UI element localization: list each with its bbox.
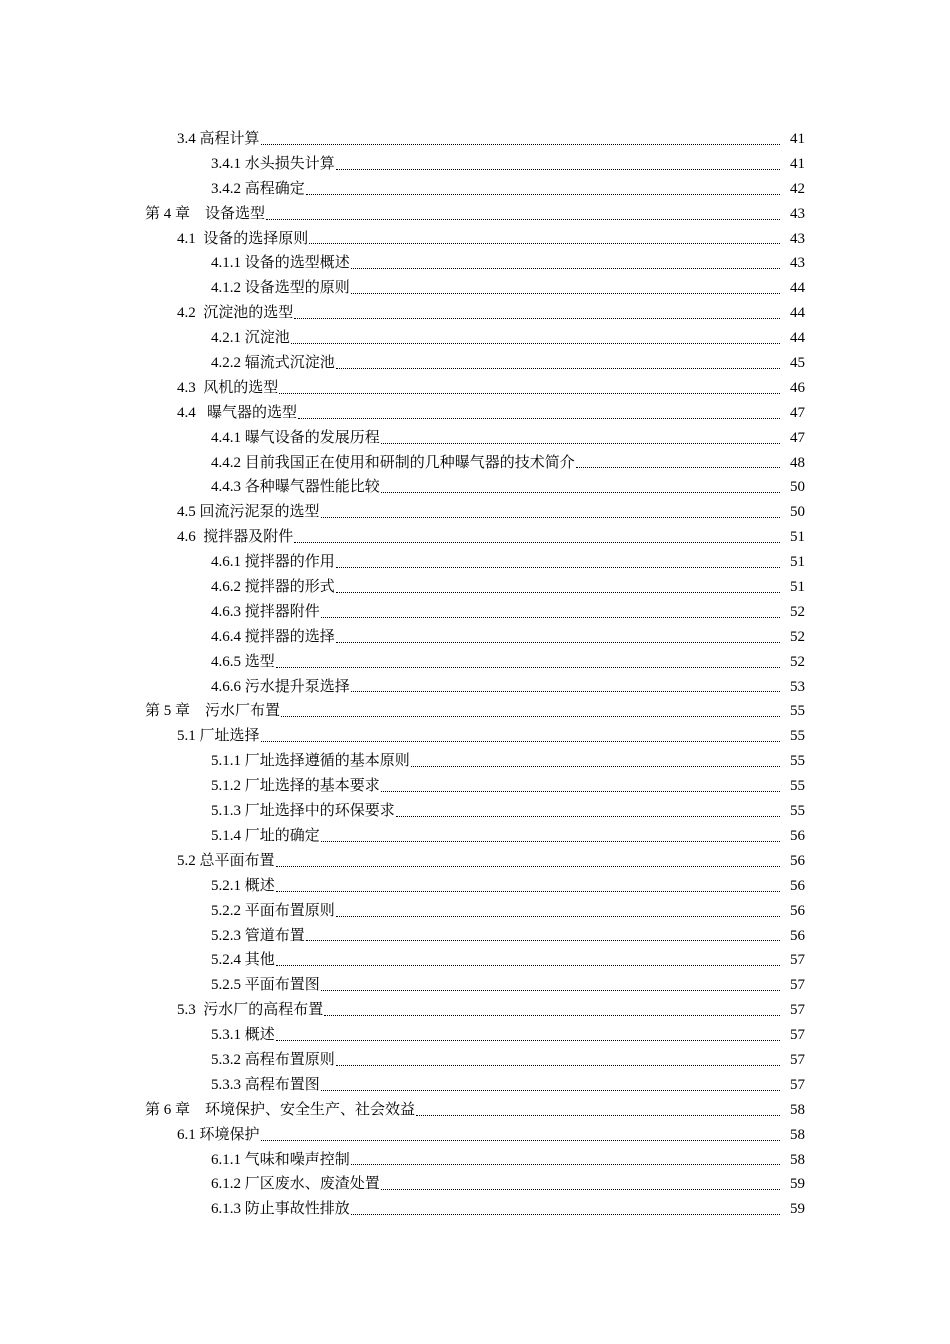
toc-entry[interactable] xyxy=(0,799,950,824)
toc-entry-title: 4.3 风机的选型 xyxy=(177,379,279,396)
dot-leader xyxy=(381,442,780,444)
toc-entry-title: 4.4.2 目前我国正在使用和研制的几种曝气器的技术简介 xyxy=(211,454,575,471)
toc-entry-page-number: 58 xyxy=(790,1151,805,1168)
toc-entry-title: 4.2.1 沉淀池 xyxy=(211,330,290,347)
dot-leader xyxy=(321,516,780,518)
dot-leader xyxy=(381,491,780,493)
toc-entry-page-number: 58 xyxy=(790,1101,805,1118)
toc-entry[interactable] xyxy=(0,1197,950,1222)
toc-entry[interactable] xyxy=(0,1098,950,1123)
toc-entry[interactable] xyxy=(0,874,950,899)
toc-entry[interactable] xyxy=(0,998,950,1023)
dot-leader xyxy=(276,666,780,668)
dot-leader xyxy=(266,218,780,220)
toc-entry-page-number: 51 xyxy=(790,529,805,546)
toc-entry-page-number: 50 xyxy=(790,479,805,496)
toc-entry-page-number: 46 xyxy=(790,379,805,396)
dot-leader xyxy=(411,765,780,767)
toc-entry-page-number: 44 xyxy=(790,305,805,322)
toc-entry-page-number: 43 xyxy=(790,255,805,272)
toc-entry-title: 4.1.2 设备选型的原则 xyxy=(211,280,350,297)
toc-entry-title: 4.6.2 搅拌器的形式 xyxy=(211,579,335,596)
toc-entry[interactable] xyxy=(0,1048,950,1073)
dot-leader xyxy=(281,715,780,717)
toc-entry-title: 5.3.1 概述 xyxy=(211,1027,275,1044)
toc-entry[interactable] xyxy=(0,1123,950,1148)
toc-entry-title: 5.1.4 厂址的确定 xyxy=(211,827,320,844)
toc-entry[interactable] xyxy=(0,1172,950,1197)
dot-leader xyxy=(381,1188,780,1190)
toc-entry-page-number: 51 xyxy=(790,579,805,596)
toc-entry-title: 4.1.1 设备的选型概述 xyxy=(211,255,350,272)
toc-entry[interactable] xyxy=(0,500,950,525)
dot-leader xyxy=(306,193,780,195)
dot-leader xyxy=(321,840,780,842)
toc-entry-page-number: 59 xyxy=(790,1201,805,1218)
toc-entry[interactable] xyxy=(0,525,950,550)
toc-entry-page-number: 44 xyxy=(790,280,805,297)
toc-entry-title: 5.1.3 厂址选择中的环保要求 xyxy=(211,803,395,820)
toc-entry[interactable] xyxy=(0,924,950,949)
dot-leader xyxy=(336,168,780,170)
toc-entry-title: 3.4 高程计算 xyxy=(177,131,260,147)
toc-entry[interactable] xyxy=(0,724,950,749)
toc-entry-title: 5.1 厂址选择 xyxy=(177,728,260,745)
toc-entry-title: 6.1.2 厂区废水、废渣处置 xyxy=(211,1176,380,1193)
dot-leader xyxy=(336,367,780,369)
table-of-contents xyxy=(0,127,950,1222)
toc-entry-title: 4.5 回流污泥泵的选型 xyxy=(177,504,320,521)
toc-entry-title: 4.6.3 搅拌器附件 xyxy=(211,603,320,620)
toc-entry-page-number: 47 xyxy=(790,429,805,446)
dot-leader xyxy=(351,267,780,269)
toc-entry[interactable] xyxy=(0,326,950,351)
toc-entry-page-number: 41 xyxy=(790,131,805,147)
toc-entry[interactable] xyxy=(0,774,950,799)
dot-leader xyxy=(291,342,780,344)
dot-leader xyxy=(276,1039,780,1041)
toc-entry[interactable] xyxy=(0,1023,950,1048)
toc-entry-page-number: 43 xyxy=(790,205,805,222)
dot-leader xyxy=(321,1089,780,1091)
toc-entry-title: 5.3.3 高程布置图 xyxy=(211,1076,320,1093)
toc-entry[interactable] xyxy=(0,475,950,500)
toc-entry-page-number: 55 xyxy=(790,728,805,745)
toc-entry[interactable] xyxy=(0,849,950,874)
dot-leader xyxy=(261,740,780,742)
toc-entry[interactable] xyxy=(0,251,950,276)
dot-leader xyxy=(261,1139,780,1141)
toc-entry[interactable] xyxy=(0,202,950,227)
toc-entry[interactable] xyxy=(0,376,950,401)
toc-entry-page-number: 52 xyxy=(790,603,805,620)
toc-entry-title: 5.2.3 管道布置 xyxy=(211,927,305,944)
toc-entry-page-number: 56 xyxy=(790,902,805,919)
dot-leader xyxy=(306,939,780,941)
dot-leader xyxy=(279,392,780,394)
dot-leader xyxy=(351,292,780,294)
toc-entry-page-number: 59 xyxy=(790,1176,805,1193)
toc-entry[interactable] xyxy=(0,301,950,326)
toc-entry-page-number: 51 xyxy=(790,554,805,571)
toc-entry-page-number: 44 xyxy=(790,330,805,347)
toc-entry-page-number: 53 xyxy=(790,678,805,695)
toc-entry-title: 5.2.1 概述 xyxy=(211,877,275,894)
toc-entry-title: 4.6.5 选型 xyxy=(211,653,275,670)
toc-entry[interactable] xyxy=(0,1073,950,1098)
dot-leader xyxy=(336,591,780,593)
toc-entry-title: 6.1.1 气味和噪声控制 xyxy=(211,1151,350,1168)
toc-entry-page-number: 57 xyxy=(790,1002,805,1019)
toc-entry[interactable] xyxy=(0,177,950,202)
toc-entry[interactable] xyxy=(0,1148,950,1173)
toc-entry[interactable] xyxy=(0,600,950,625)
toc-entry-page-number: 55 xyxy=(790,703,805,720)
toc-entry[interactable] xyxy=(0,227,950,252)
toc-entry[interactable] xyxy=(0,575,950,600)
toc-entry-title: 6.1 环境保护 xyxy=(177,1126,260,1143)
toc-entry-page-number: 52 xyxy=(790,628,805,645)
toc-entry-page-number: 57 xyxy=(790,1076,805,1093)
toc-entry[interactable] xyxy=(0,401,950,426)
toc-entry-page-number: 55 xyxy=(790,803,805,820)
toc-entry-page-number: 56 xyxy=(790,927,805,944)
toc-entry-title: 3.4.1 水头损失计算 xyxy=(211,155,335,172)
dot-leader xyxy=(276,890,780,892)
toc-entry-title: 3.4.2 高程确定 xyxy=(211,180,305,197)
dot-leader xyxy=(396,815,780,817)
dot-leader xyxy=(381,790,780,792)
toc-entry-title: 5.2.2 平面布置原则 xyxy=(211,902,335,919)
toc-entry[interactable] xyxy=(0,276,950,301)
dot-leader xyxy=(276,865,780,867)
toc-entry-title: 4.2.2 辐流式沉淀池 xyxy=(211,355,335,372)
toc-entry[interactable] xyxy=(0,152,950,177)
dot-leader xyxy=(324,1014,780,1016)
dot-leader xyxy=(336,566,780,568)
toc-entry[interactable] xyxy=(0,675,950,700)
toc-entry[interactable] xyxy=(0,899,950,924)
toc-entry-page-number: 45 xyxy=(790,355,805,372)
dot-leader xyxy=(576,466,780,468)
toc-entry-page-number: 57 xyxy=(790,1027,805,1044)
toc-entry-page-number: 42 xyxy=(790,180,805,197)
toc-entry[interactable] xyxy=(0,948,950,973)
dot-leader xyxy=(321,989,780,991)
dot-leader xyxy=(309,242,780,244)
dot-leader xyxy=(336,641,780,643)
dot-leader xyxy=(261,143,780,145)
toc-entry-page-number: 41 xyxy=(790,155,805,172)
toc-entry-page-number: 55 xyxy=(790,778,805,795)
toc-entry-title: 第 6 章 环境保护、安全生产、社会效益 xyxy=(145,1101,416,1118)
toc-entry-page-number: 57 xyxy=(790,977,805,994)
toc-entry-page-number: 47 xyxy=(790,404,805,421)
toc-entry-title: 第 4 章 设备选型 xyxy=(145,205,266,222)
toc-entry[interactable] xyxy=(0,625,950,650)
toc-entry[interactable] xyxy=(0,351,950,376)
toc-entry[interactable] xyxy=(0,451,950,476)
toc-entry-title: 5.1.2 厂址选择的基本要求 xyxy=(211,778,380,795)
toc-entry-title: 6.1.3 防止事故性排放 xyxy=(211,1201,350,1218)
dot-leader xyxy=(336,915,780,917)
dot-leader xyxy=(298,417,780,419)
toc-entry-title: 4.4 曝气器的选型 xyxy=(177,404,298,421)
toc-entry[interactable] xyxy=(0,650,950,675)
toc-entry[interactable] xyxy=(0,699,950,724)
toc-entry-title: 4.2 沉淀池的选型 xyxy=(177,305,294,322)
toc-entry-page-number: 55 xyxy=(790,753,805,770)
toc-entry[interactable] xyxy=(0,426,950,451)
toc-entry-title: 4.6 搅拌器及附件 xyxy=(177,529,294,546)
dot-leader xyxy=(294,317,780,319)
toc-entry-page-number: 50 xyxy=(790,504,805,521)
toc-entry-title: 4.6.4 搅拌器的选择 xyxy=(211,628,335,645)
toc-entry-title: 4.6.1 搅拌器的作用 xyxy=(211,554,335,571)
dot-leader xyxy=(351,690,780,692)
toc-entry-title: 4.6.6 污水提升泵选择 xyxy=(211,678,350,695)
toc-entry-page-number: 56 xyxy=(790,877,805,894)
toc-entry-title: 5.3.2 高程布置原则 xyxy=(211,1051,335,1068)
toc-entry[interactable] xyxy=(0,127,950,152)
toc-entry[interactable] xyxy=(0,824,950,849)
toc-entry-page-number: 57 xyxy=(790,952,805,969)
dot-leader xyxy=(294,541,780,543)
dot-leader xyxy=(416,1114,780,1116)
toc-entry-title: 5.2.4 其他 xyxy=(211,952,275,969)
toc-entry-title: 4.4.3 各种曝气器性能比较 xyxy=(211,479,380,496)
toc-entry-page-number: 56 xyxy=(790,852,805,869)
toc-entry-page-number: 57 xyxy=(790,1051,805,1068)
toc-entry-page-number: 52 xyxy=(790,653,805,670)
toc-entry-page-number: 48 xyxy=(790,454,805,471)
dot-leader xyxy=(321,616,780,618)
toc-entry-page-number: 56 xyxy=(790,827,805,844)
toc-entry-title: 5.1.1 厂址选择遵循的基本原则 xyxy=(211,753,410,770)
dot-leader xyxy=(351,1163,780,1165)
toc-entry-page-number: 58 xyxy=(790,1126,805,1143)
toc-entry[interactable] xyxy=(0,749,950,774)
toc-entry-title: 第 5 章 污水厂布置 xyxy=(145,703,281,720)
dot-leader xyxy=(276,964,780,966)
dot-leader xyxy=(351,1213,780,1215)
toc-entry[interactable] xyxy=(0,973,950,998)
toc-entry[interactable] xyxy=(0,550,950,575)
toc-entry-page-number: 43 xyxy=(790,230,805,247)
toc-entry-title: 5.2.5 平面布置图 xyxy=(211,977,320,994)
toc-entry-title: 5.3 污水厂的高程布置 xyxy=(177,1002,324,1019)
toc-entry-title: 5.2 总平面布置 xyxy=(177,852,275,869)
dot-leader xyxy=(336,1064,780,1066)
toc-entry-title: 4.1 设备的选择原则 xyxy=(177,230,309,247)
toc-entry-title: 4.4.1 曝气设备的发展历程 xyxy=(211,429,380,446)
